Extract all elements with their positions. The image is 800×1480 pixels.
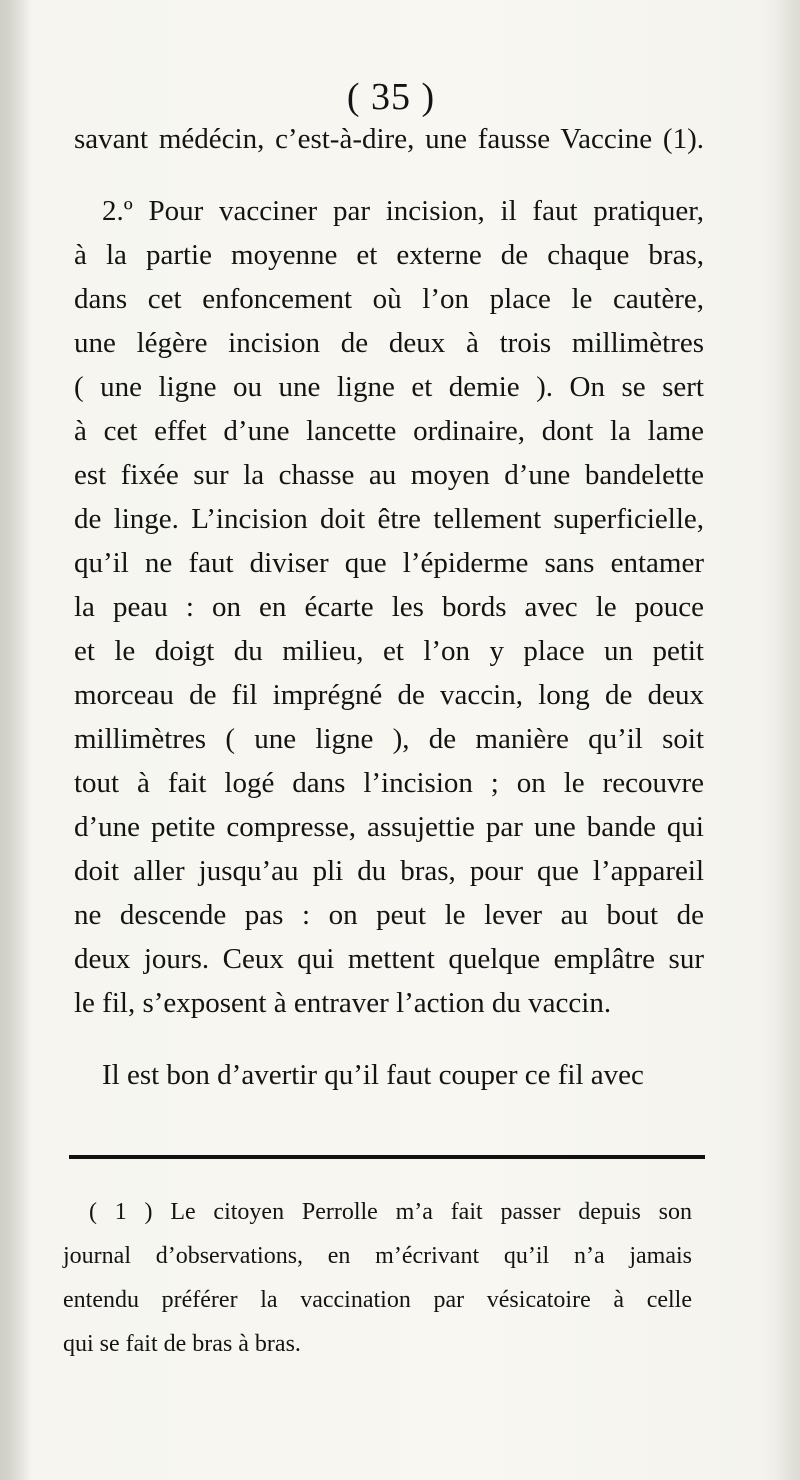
footnote-line: ( 1 ) Le citoyen Perrolle m’a fait passer depuis son — [89, 1199, 692, 1225]
footnote — [63, 1190, 692, 1366]
text-line: est fixée sur la chasse au moyen d’une bandelette — [74, 459, 704, 491]
text-line: à cet effet d’une lancette ordinaire, dont la lame — [74, 415, 704, 447]
text-line: dans cet enfoncement où l’on place le cautère, — [74, 283, 704, 315]
text-line: qu’il ne faut diviser que l’épiderme sans entamer — [74, 547, 704, 579]
text-line: 2.º Pour vacciner par incision, il faut pratiquer, — [102, 195, 704, 227]
page-number: ( 35 ) — [346, 76, 436, 118]
footnote-line: entendu préférer la vaccination par vésicatoire à celle — [63, 1287, 692, 1313]
text-line: à la partie moyenne et externe de chaque bras, — [74, 239, 704, 271]
paragraph-gap — [74, 1025, 704, 1053]
footnote-line: qui se fait de bras à bras. — [63, 1331, 301, 1357]
footnote-rule — [69, 1155, 705, 1159]
text-line: d’une petite compresse, assujettie par une bande qui — [74, 811, 704, 843]
paragraph-gap — [74, 161, 704, 189]
text-line: doit aller jusqu’au pli du bras, pour que l’appareil — [74, 855, 704, 887]
text-line: savant médécin, c’est-à-dire, une fausse Vaccine (1). — [74, 123, 704, 155]
text-line: ne descende pas : on peut le lever au bout de — [74, 899, 704, 931]
footnote-line: journal d’observations, en m’écrivant qu’il n’a jamais — [63, 1243, 692, 1269]
page-right-shadow — [778, 0, 800, 1480]
text-line: Il est bon d’avertir qu’il faut couper ce fil avec — [102, 1059, 644, 1091]
text-line: millimètres ( une ligne ), de manière qu’il soit — [74, 723, 704, 755]
text-line: tout à fait logé dans l’incision ; on le recouvre — [74, 767, 704, 799]
text-line: de linge. L’incision doit être tellement superficielle, — [74, 503, 704, 535]
text-line: le fil, s’exposent à entraver l’action du vaccin. — [74, 987, 612, 1019]
text-line: morceau de fil imprégné de vaccin, long de deux — [74, 679, 704, 711]
text-line: la peau : on en écarte les bords avec le pouce — [74, 591, 704, 623]
text-line: et le doigt du milieu, et l’on y place un petit — [74, 635, 704, 667]
text-line: ( une ligne ou une ligne et demie ). On se sert — [74, 371, 704, 403]
text-line: deux jours. Ceux qui mettent quelque emplâtre sur — [74, 943, 704, 975]
page-left-shadow — [0, 0, 30, 1480]
main-text — [74, 117, 704, 1097]
text-line: une légère incision de deux à trois millimètres — [74, 327, 704, 359]
